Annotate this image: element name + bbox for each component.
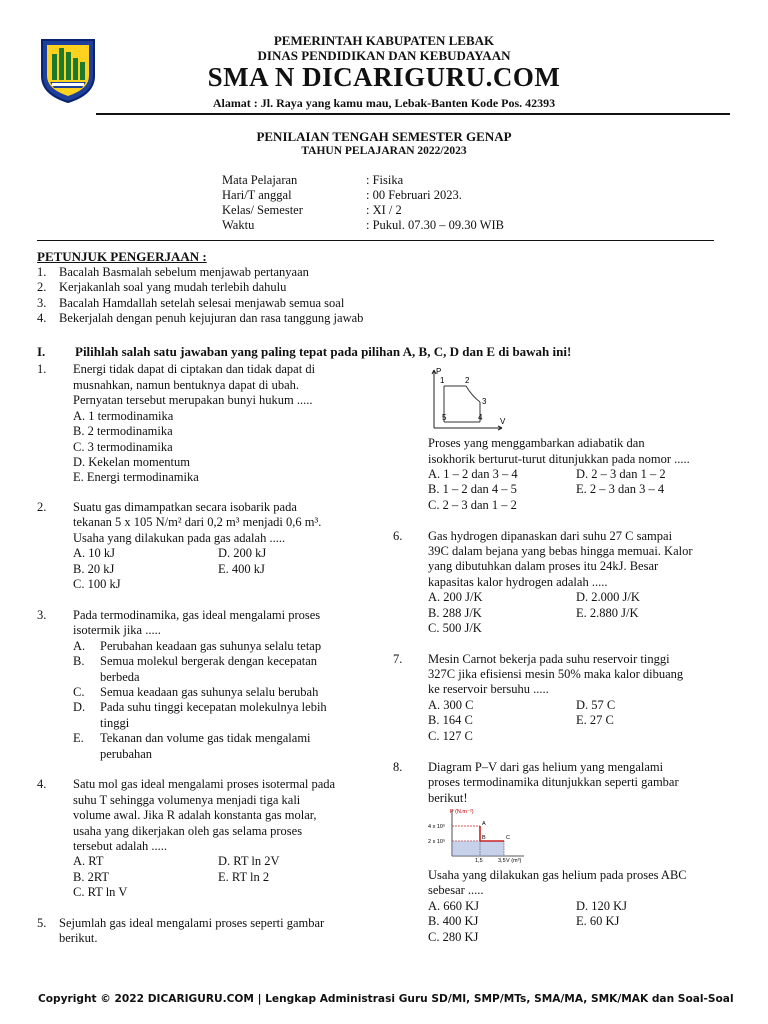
option: A. RT <box>73 854 104 868</box>
option: B. 2 termodinamika <box>73 424 173 438</box>
point-label: 1 <box>440 376 445 385</box>
option: B. 2RT <box>73 870 110 884</box>
point-label: 3 <box>482 397 487 406</box>
option: E. 60 KJ <box>576 914 620 928</box>
option: tinggi <box>100 716 130 730</box>
tick-label: 2 x 10⁵ <box>428 839 446 845</box>
option: B. 164 C <box>428 713 473 727</box>
info-label: Waktu <box>222 218 255 232</box>
option: D. 200 kJ <box>218 546 267 560</box>
option: E. Energi termodinamika <box>73 470 199 484</box>
question-text: proses termodinamika ditunjukkan seperti gambar <box>428 775 679 789</box>
section-number: I. <box>37 344 46 359</box>
tick-label: 4 x 10⁵ <box>428 824 446 830</box>
list-number: 4. <box>37 311 47 325</box>
question-text: volume awal. Jika R adalah konstanta gas molar, <box>73 808 317 822</box>
option: C. RT ln V <box>73 885 128 899</box>
question-text: Mesin Carnot bekerja pada suhu reservoir tinggi <box>428 652 670 666</box>
list-item: Bekerjalah dengan penuh kejujuran dan rasa tanggung jawab <box>59 311 364 325</box>
question-text: yang dibutuhkan dalam proses itu 24kJ. Besar <box>428 559 659 573</box>
question-text: Proses yang menggambarkan adiabatik dan <box>428 436 645 450</box>
option: E. 2.880 J/K <box>576 606 639 620</box>
option: A. 1 termodinamika <box>73 409 174 423</box>
option: D. Kekelan momentum <box>73 455 190 469</box>
question-text: suhu T sehingga volumenya menjadi tiga kali <box>73 793 301 807</box>
option: D. 2.000 J/K <box>576 590 640 604</box>
question-number: 4. <box>37 777 47 791</box>
question-text: Gas hydrogen dipanaskan dari suhu 27 C sampai <box>428 529 673 543</box>
option: B. 288 J/K <box>428 606 482 620</box>
option: A. 660 KJ <box>428 899 480 913</box>
list-item: Bacalah Basmalah sebelum menjawab pertanyaan <box>59 265 309 279</box>
list-number: 2. <box>37 280 47 294</box>
question-text: isokhorik berturut-turut ditunjukkan pada nomor ..... <box>428 452 690 466</box>
school-address: Alamat : Jl. Raya yang kamu mau, Lebak-Banten Kode Pos. 42393 <box>212 96 556 110</box>
question-text: Usaha yang dilakukan pada gas adalah ..... <box>73 531 286 545</box>
option: A. 1 – 2 dan 3 – 4 <box>428 467 518 481</box>
tick-label: 3,5 <box>498 858 506 864</box>
school-name: SMA N DICARIGURU.COM <box>207 62 561 92</box>
option: C. 500 J/K <box>428 621 482 635</box>
option: D. RT ln 2V <box>218 854 280 868</box>
exam-title: PENILAIAN TENGAH SEMESTER GENAP <box>256 129 512 144</box>
axis-label-v: V (m³) <box>506 858 522 864</box>
option: Semua molekul bergerak dengan kecepatan <box>100 654 318 668</box>
question-text: sebesar ..... <box>428 883 484 897</box>
question-text: berikut! <box>428 791 468 805</box>
question-text: Satu mol gas ideal mengalami proses isotermal pada <box>73 777 336 791</box>
footer-copyright: Copyright © 2022 DICARIGURU.COM | Lengkap Administrasi Guru SD/MI, SMP/MTs, SMA/MA, SMK/MAK dan Soal-Soal <box>38 993 734 1005</box>
question-text: Energi tidak dapat di ciptakan dan tidak dapat di <box>73 362 316 376</box>
list-number: 1. <box>37 265 47 279</box>
info-label: Mata Pelajaran <box>222 173 298 187</box>
option-letter: A. <box>73 639 86 653</box>
axis-label-p: P <box>436 367 442 376</box>
question-number: 2. <box>37 500 47 514</box>
question-text: Pernyatan tersebut merupakan bunyi hukum ..... <box>73 393 313 407</box>
question-text: berikut. <box>59 931 98 945</box>
axis-label-v: V <box>500 417 506 426</box>
option: C. 127 C <box>428 729 473 743</box>
info-value: : Pukul. 07.30 – 09.30 WIB <box>366 218 504 232</box>
option: E. 2 – 3 dan 3 – 4 <box>576 482 665 496</box>
axis-label-p: P (N.m⁻²) <box>450 809 474 815</box>
option: Semua keadaan gas suhunya selalu berubah <box>100 685 319 699</box>
option: E. 400 kJ <box>218 562 265 576</box>
option: B. 1 – 2 dan 4 – 5 <box>428 482 517 496</box>
option-letter: E. <box>73 731 84 745</box>
option: A. 200 J/K <box>428 590 483 604</box>
gov-name: PEMERINTAH KABUPATEN LEBAK <box>273 33 495 48</box>
question-text: Usaha yang dilakukan gas helium pada proses ABC <box>428 868 687 882</box>
question-text: usaha yang dikerjakan oleh gas selama proses <box>73 824 303 838</box>
question-text: tekanan 5 x 105 N/m² dari 0,2 m³ menjadi 0,6 m³. <box>73 515 322 529</box>
option: A. 10 kJ <box>73 546 116 560</box>
option: D. 120 KJ <box>576 899 628 913</box>
question-text: Suatu gas dimampatkan secara isobarik pada <box>73 500 297 514</box>
point-label: B <box>482 835 486 841</box>
option: C. 280 KJ <box>428 930 479 944</box>
info-value: : XI / 2 <box>366 203 402 217</box>
instructions-title: PETUNJUK PENGERJAAN : <box>37 249 207 264</box>
option: C. 3 termodinamika <box>73 440 173 454</box>
exam-year: TAHUN PELAJARAN 2022/2023 <box>301 145 467 157</box>
option-letter: D. <box>73 700 86 714</box>
option: E. 27 C <box>576 713 614 727</box>
question-number: 5. <box>37 916 47 930</box>
option: D. 2 – 3 dan 1 – 2 <box>576 467 666 481</box>
divider <box>37 240 714 241</box>
question-number: 7. <box>393 652 403 666</box>
header-rule <box>96 113 730 115</box>
question-text: kapasitas kalor hydrogen adalah ..... <box>428 575 608 589</box>
point-label: 2 <box>465 376 470 385</box>
option: A. 300 C <box>428 698 474 712</box>
info-value: : 00 Februari 2023. <box>366 188 462 202</box>
point-label: 4 <box>478 413 483 422</box>
info-label: Kelas/ Semester <box>222 203 303 217</box>
dept-name: DINAS PENDIDIKAN DAN KEBUDAYAAN <box>257 48 511 63</box>
info-value: : Fisika <box>366 173 404 187</box>
point-label: A <box>482 821 486 827</box>
list-item: Kerjakanlah soal yang mudah terlebih dahulu <box>59 280 287 294</box>
option-letter: B. <box>73 654 85 668</box>
question-text: tersebut adalah ..... <box>73 839 168 853</box>
question-number: 8. <box>393 760 403 774</box>
question-text: isotermik jika ..... <box>73 623 161 637</box>
info-label: Hari/T anggal <box>222 188 292 202</box>
option: Perubahan keadaan gas suhunya selalu tetap <box>100 639 322 653</box>
option: Pada suhu tinggi kecepatan molekulnya lebih <box>100 700 327 714</box>
question-number: 3. <box>37 608 47 622</box>
point-label: 5 <box>442 413 447 422</box>
pv-graph-q8 <box>428 806 532 864</box>
question-text: ke reservoir bersuhu ..... <box>428 682 549 696</box>
question-text: Pada termodinamika, gas ideal mengalami proses <box>73 608 321 622</box>
list-item: Bacalah Hamdallah setelah selesai menjawab semua soal <box>59 296 345 310</box>
pv-graph-q5 <box>428 366 508 432</box>
point-label: C <box>506 835 510 841</box>
option: Tekanan dan volume gas tidak mengalami <box>100 731 311 745</box>
question-text: 39C dalam bejana yang bebas hingga memuai. Kalor <box>428 544 693 558</box>
option: B. 20 kJ <box>73 562 115 576</box>
option: C. 2 – 3 dan 1 – 2 <box>428 498 517 512</box>
question-number: 1. <box>37 362 47 376</box>
option: C. 100 kJ <box>73 577 121 591</box>
list-number: 3. <box>37 296 47 310</box>
question-text: Diagram P–V dari gas helium yang mengalami <box>428 760 664 774</box>
question-number: 6. <box>393 529 403 543</box>
option: B. 400 KJ <box>428 914 479 928</box>
option: D. 57 C <box>576 698 616 712</box>
question-text: Sejumlah gas ideal mengalami proses seperti gambar <box>59 916 325 930</box>
section-title: Pilihlah salah satu jawaban yang paling tepat pada pilihan A, B, C, D dan E di bawah ini! <box>75 344 572 359</box>
tick-label: 1,5 <box>475 858 483 864</box>
question-text: 327C jika efisiensi mesin 50% maka kalor dibuang <box>428 667 684 681</box>
question-text: musnahkan, namun bentuknya dapat di ubah. <box>73 378 299 392</box>
option: E. RT ln 2 <box>218 870 270 884</box>
option: berbeda <box>100 670 140 684</box>
option: perubahan <box>100 747 153 761</box>
option-letter: C. <box>73 685 85 699</box>
